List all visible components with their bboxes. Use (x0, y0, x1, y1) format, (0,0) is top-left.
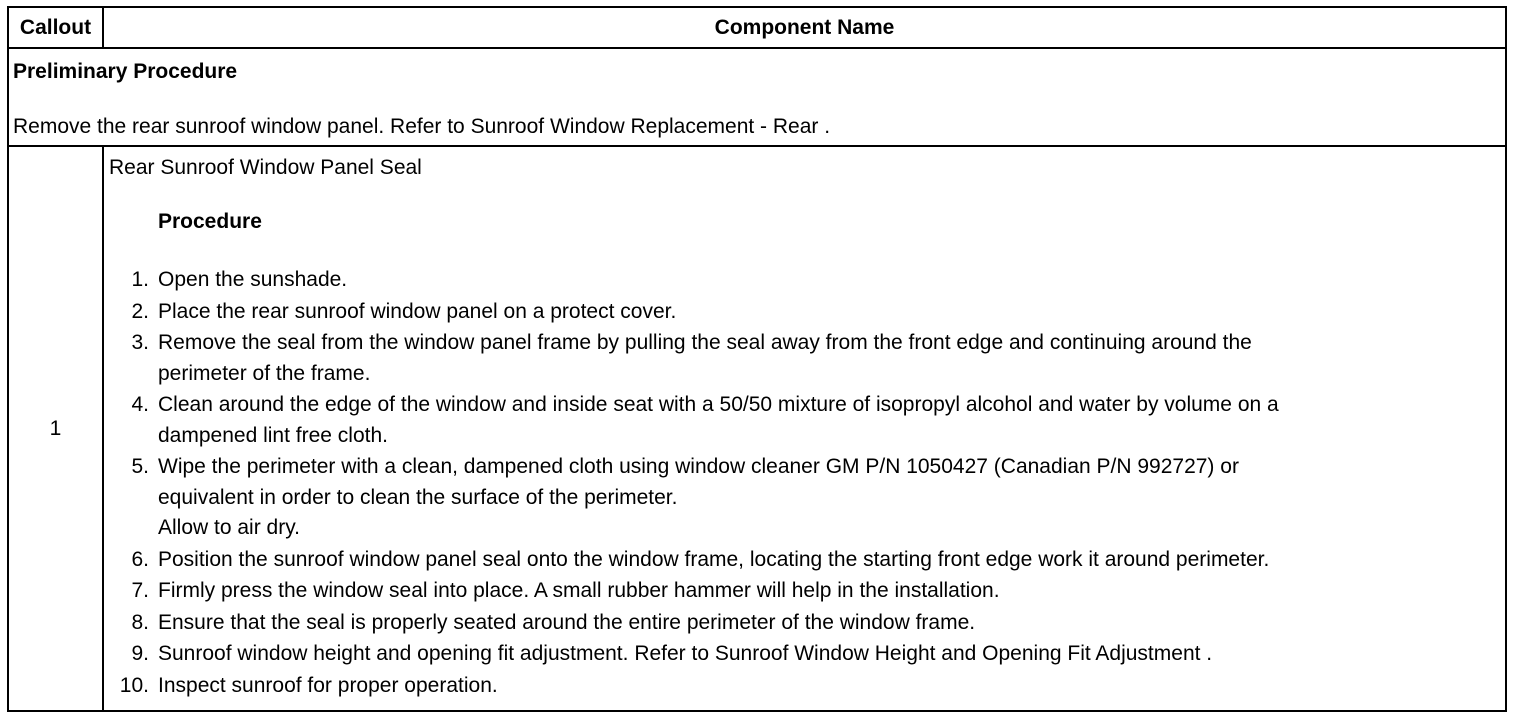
step-text: Place the rear sunroof window panel on a protect cover. (158, 299, 677, 323)
callout-column-header: Callout (19, 16, 92, 39)
procedure-step (109, 296, 1499, 328)
component-row (9, 147, 1505, 710)
step-number: 6. (131, 547, 149, 571)
preliminary-procedure-title: Preliminary Procedure (13, 60, 238, 83)
step-number: 5. (131, 455, 149, 478)
procedure-step (109, 575, 1499, 607)
step-number: 3. (131, 331, 149, 354)
procedure-heading: Procedure (158, 210, 262, 233)
step-number: 4. (131, 393, 149, 416)
step-number: 1. (131, 268, 149, 291)
step-text: dampened lint free cloth. (158, 423, 388, 447)
step-text: Position the sunroof window panel seal onto the window frame, locating the starting front edge work it around perimeter. (158, 547, 1270, 571)
step-text: Wipe the perimeter with a clean, dampened cloth using window cleaner GM P/N 1050427 (Canadian P/N 992727) or (158, 455, 1239, 478)
step-number: 2. (131, 299, 149, 323)
procedure-step (109, 607, 1499, 639)
procedure-step (109, 638, 1499, 670)
procedure-steps-list (109, 264, 1499, 701)
table-header-row (9, 8, 1505, 49)
step-text: Allow to air dry. (158, 516, 300, 539)
step-text: Remove the seal from the window panel frame by pulling the seal away from the front edge and continuing around the (158, 331, 1252, 354)
preliminary-procedure-row (9, 49, 1505, 147)
procedure-step (109, 670, 1499, 702)
column-divider (102, 147, 104, 710)
step-number: 8. (131, 610, 149, 634)
step-text: Ensure that the seal is properly seated around the entire perimeter of the window frame. (158, 610, 976, 634)
procedure-step (109, 327, 1499, 389)
step-text: Firmly press the window seal into place. A small rubber hammer will help in the installation. (158, 579, 1000, 602)
preliminary-procedure-text: Remove the rear sunroof window panel. Refer to Sunroof Window Replacement - Rear . (13, 115, 831, 138)
procedure-step (109, 544, 1499, 576)
step-number: 7. (131, 579, 149, 602)
step-number: 10. (119, 673, 149, 697)
procedure-step (109, 389, 1499, 451)
step-text: Open the sunshade. (158, 268, 348, 291)
component-name-column-header: Component Name (714, 16, 895, 39)
procedure-table (7, 6, 1507, 712)
component-name: Rear Sunroof Window Panel Seal (109, 156, 422, 179)
step-text: Clean around the edge of the window and inside seat with a 50/50 mixture of isopropyl alcohol and water by volume on a (158, 393, 1279, 416)
step-text: Inspect sunroof for proper operation. (158, 673, 498, 697)
step-text: equivalent in order to clean the surface of the perimeter. (158, 485, 678, 509)
procedure-step (109, 264, 1499, 296)
procedure-step (109, 451, 1499, 544)
step-number: 9. (131, 642, 149, 665)
step-text: perimeter of the frame. (158, 361, 371, 385)
callout-number: 1 (49, 416, 62, 440)
step-text: Sunroof window height and opening fit adjustment. Refer to Sunroof Window Height and Opening Fit Adjustment . (158, 642, 1213, 665)
